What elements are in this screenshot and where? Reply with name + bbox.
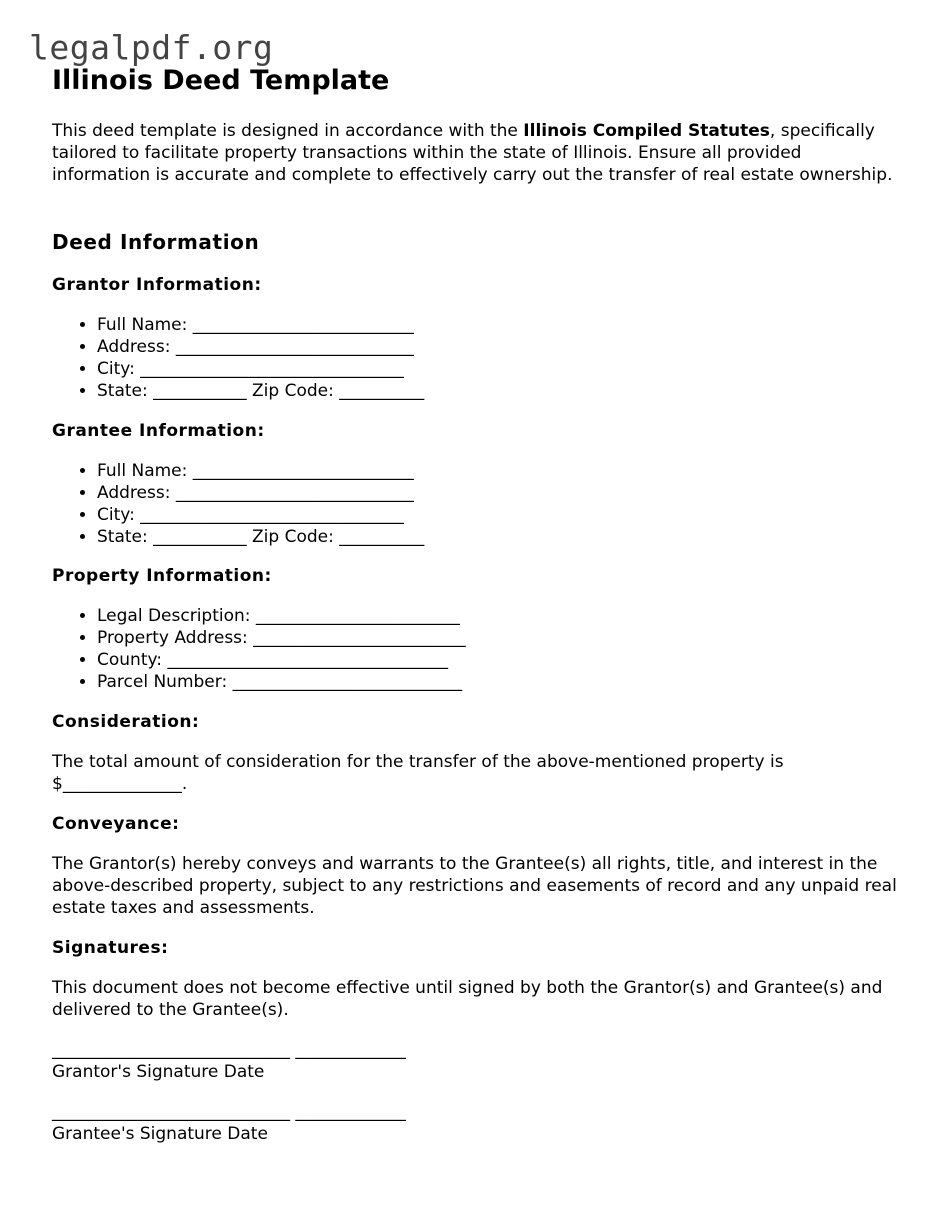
property-address-field: • Property Address: _________________________ <box>97 627 466 649</box>
deed-information-heading: Deed Information <box>52 230 260 254</box>
property-legal-description-field: • Legal Description: ________________________ <box>97 605 466 627</box>
signatures-heading: Signatures: <box>52 938 169 958</box>
grantee-address-field: • Address: ____________________________ <box>97 482 424 504</box>
watermark-logo: legalpdf.org <box>29 28 274 67</box>
conveyance-heading: Conveyance: <box>52 814 180 834</box>
intro-statute-name: Illinois Compiled Statutes <box>523 121 770 141</box>
intro-text-after: , specifically tailored to facilitate property transactions within the state of Illinois. Ensure all provided information is accurate and complete to effectively carry out the transfer of real estate ownership. <box>52 121 893 185</box>
conveyance-text: The Grantor(s) hereby conveys and warrants to the Grantee(s) all rights, title, and interest in the above-described property, subject to any restrictions and easements of record and any unpaid real estate taxes and assessments. <box>52 854 897 918</box>
grantee-state-zip-field: • State: ___________ Zip Code: __________ <box>97 526 424 548</box>
grantor-full-name-field: • Full Name: __________________________ <box>97 314 424 336</box>
grantor-signature-label: Grantor's Signature Date <box>52 1062 265 1082</box>
property-county-field: • County: _________________________________ <box>97 649 466 671</box>
grantee-city-field: • City: _______________________________ <box>97 504 424 526</box>
signatures-text: This document does not become effective until signed by both the Grantor(s) and Grantee(s) and delivered to the Grantee(s). <box>52 978 883 1020</box>
grantee-signature-line: ____________________________ _____________ <box>52 1102 406 1122</box>
property-heading: Property Information: <box>52 566 272 586</box>
grantor-address-field: • Address: ____________________________ <box>97 336 424 358</box>
intro-paragraph <box>52 120 902 186</box>
grantor-state-zip-field: • State: ___________ Zip Code: __________ <box>97 380 424 402</box>
grantee-signature-label: Grantee's Signature Date <box>52 1124 268 1144</box>
consideration-heading: Consideration: <box>52 712 200 732</box>
intro-text-before: This deed template is designed in accordance with the <box>52 121 524 141</box>
grantor-fields-list <box>52 314 424 402</box>
property-parcel-number-field: • Parcel Number: ___________________________ <box>97 671 466 693</box>
property-fields-list <box>52 605 466 693</box>
grantor-heading: Grantor Information: <box>52 275 262 295</box>
grantee-fields-list <box>52 460 424 548</box>
grantee-full-name-field: • Full Name: __________________________ <box>97 460 424 482</box>
page-title: Illinois Deed Template <box>52 65 390 96</box>
grantor-signature-line: ____________________________ _____________ <box>52 1040 406 1060</box>
grantor-city-field: • City: _______________________________ <box>97 358 424 380</box>
grantee-heading: Grantee Information: <box>52 421 265 441</box>
consideration-text: The total amount of consideration for the transfer of the above-mentioned property is $______________. <box>52 752 784 794</box>
